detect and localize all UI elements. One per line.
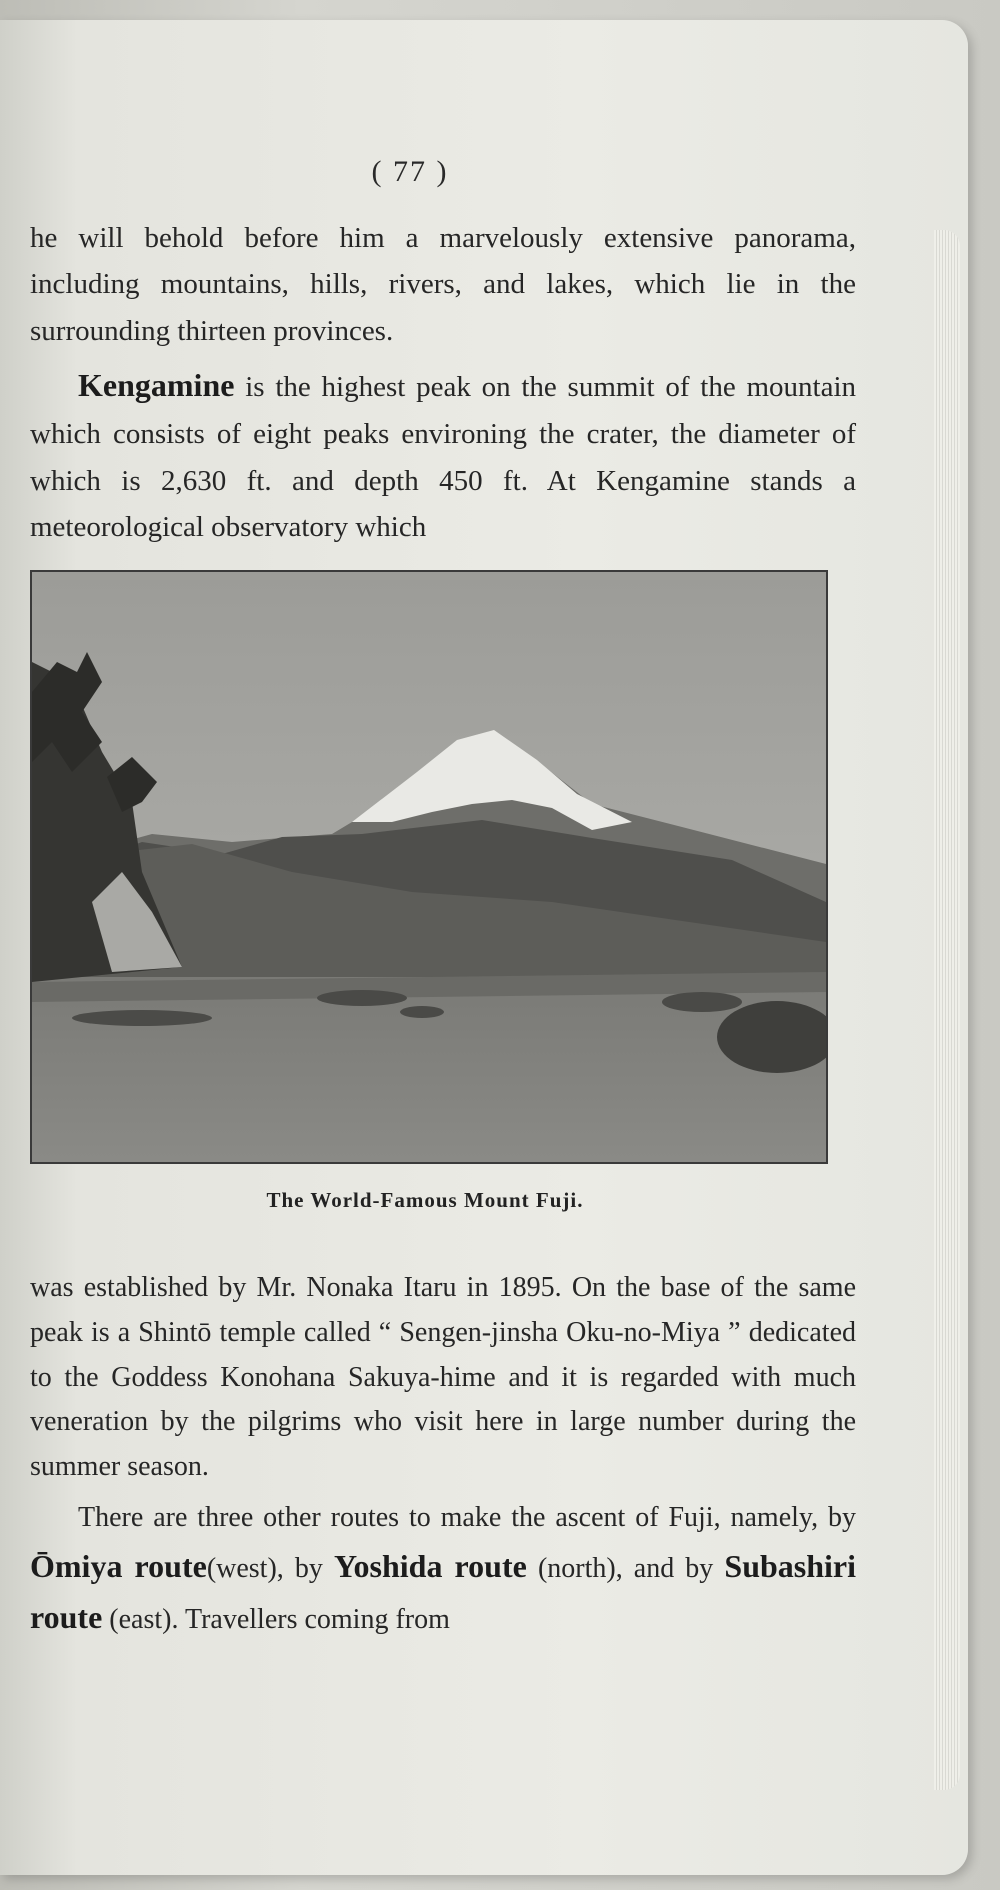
- top-text: [30, 215, 856, 551]
- routes-text-4: (east). Travellers coming from: [109, 1603, 450, 1635]
- bottom-text: [30, 1266, 856, 1643]
- route-subashiri: Subashiri route: [30, 1547, 857, 1635]
- page-edges: [934, 230, 960, 1790]
- paragraph-kengamine: [30, 360, 856, 550]
- route-omiya: Ōmiya route: [30, 1547, 207, 1584]
- highlight-kengamine: Kengamine: [78, 367, 235, 404]
- mount-fuji-photo: [30, 570, 828, 1164]
- routes-text-3: (north), and by: [537, 1552, 714, 1584]
- mount-fuji-image: [32, 572, 826, 1162]
- route-yoshida: Yoshida route: [333, 1547, 527, 1584]
- paragraph-observatory: was established by Mr. Nonaka Itaru in 1895. On the base of the same peak is a Shintō temple called “ Sengen-jinsha Oku-no-Miya ” dedicated to the Goddess Konohana Sakuya-hime and it is regarded with much veneration by the pilgrims who visit here in large number during the summer season.: [30, 1272, 856, 1483]
- paragraph-panorama: he will behold before him a marvelously extensive panorama, including mountains, hills, rivers, and lakes, which lie in the surrounding thirteen provinces.: [30, 222, 856, 347]
- figure-caption: The World-Famous Mount Fuji.: [266, 1188, 584, 1212]
- paragraph-routes: [30, 1496, 856, 1643]
- paragraph-kengamine-text: is the highest peak on the summit of the mountain which consists of eight peaks environing the crater, the diameter of which is 2,630 ft. and depth 450 ft. At Kengamine stands a meteorological observatory which: [30, 371, 857, 544]
- routes-text-1: There are three other routes to make the ascent of Fuji, namely, by: [78, 1501, 856, 1533]
- routes-text-2: (west), by: [206, 1552, 323, 1584]
- page-number: ( 77 ): [371, 155, 449, 188]
